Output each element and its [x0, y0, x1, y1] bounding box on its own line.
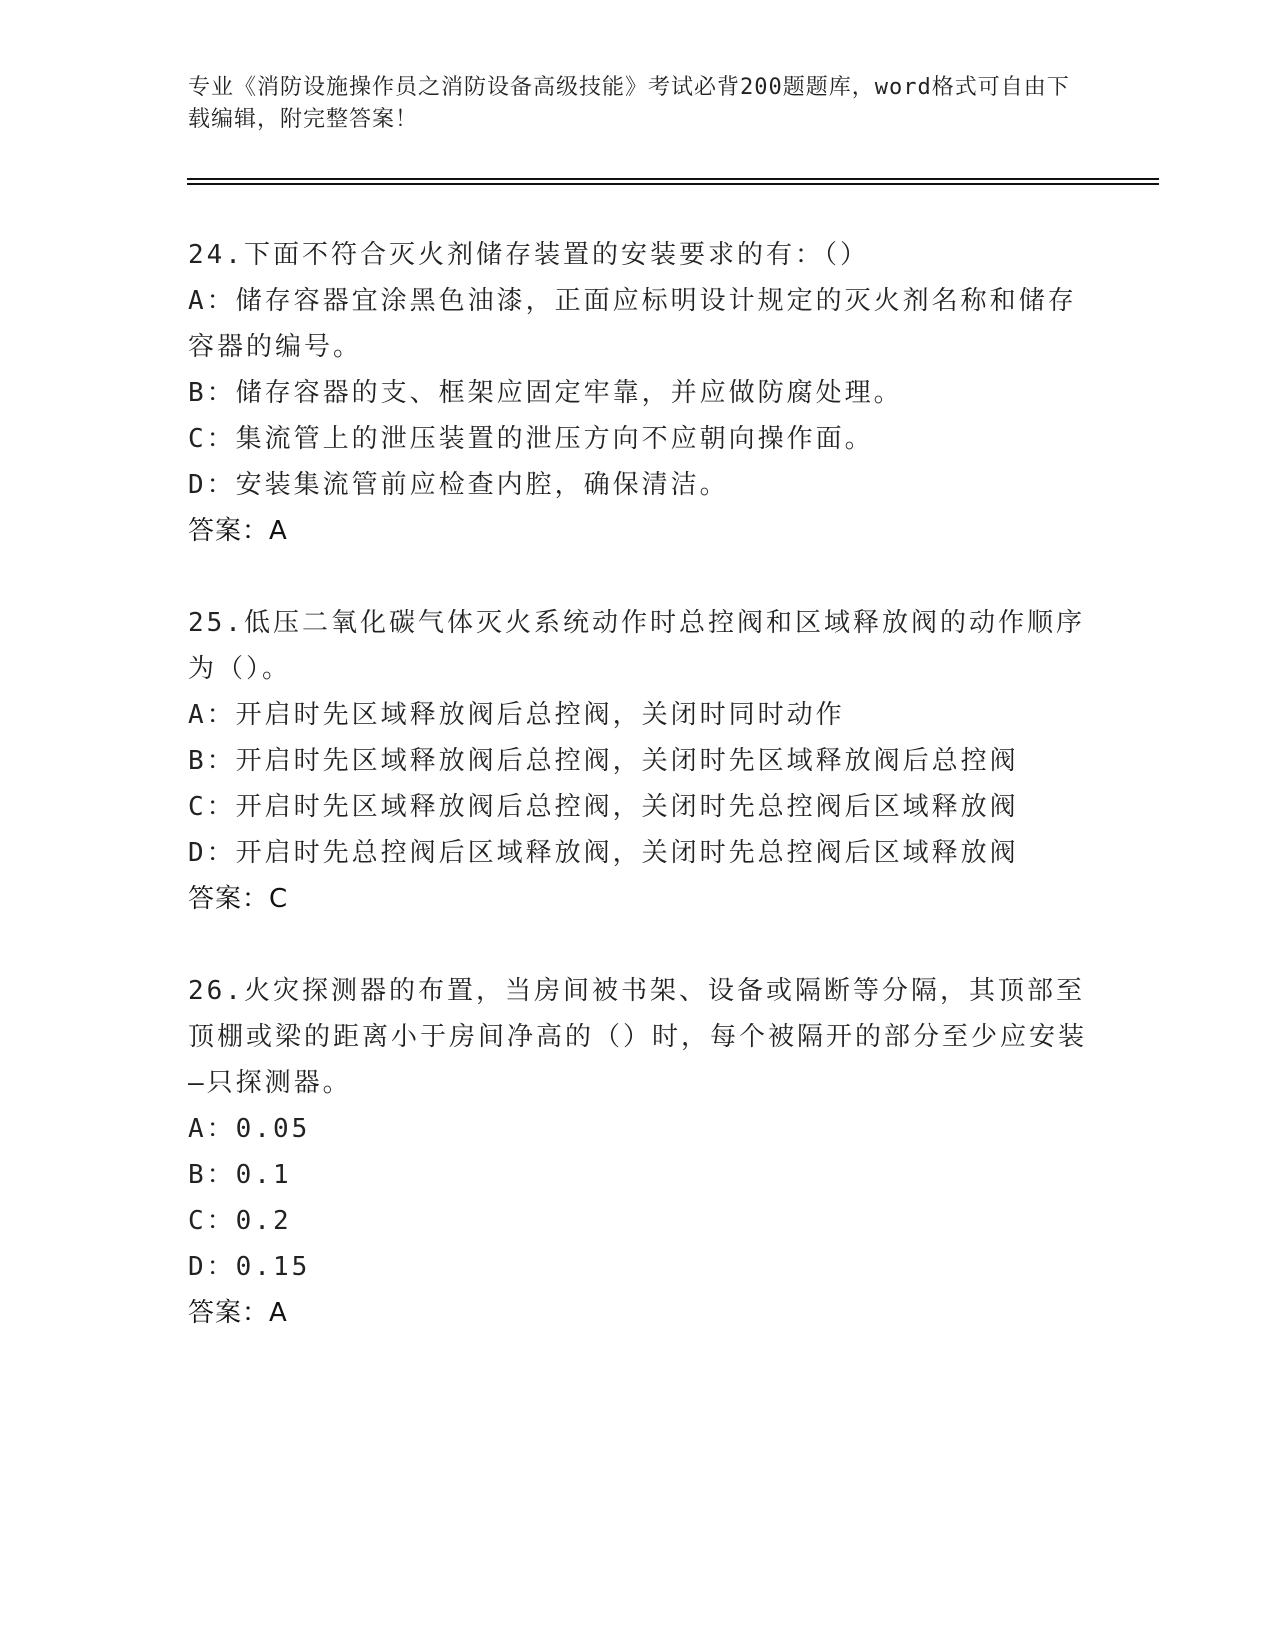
- answer-line: [188, 508, 1088, 554]
- option-d: D：开启时先总控阀后区域释放阀，关闭时先总控阀后区域释放阀: [188, 838, 1019, 868]
- option-b: B：0.1: [188, 1160, 292, 1190]
- answer-line: [188, 876, 1088, 922]
- question-26: [188, 968, 1088, 1336]
- option-c: C：0.2: [188, 1206, 292, 1236]
- option-b: B：储存容器的支、框架应固定牢靠，并应做防腐处理。: [188, 378, 903, 408]
- option-a: A：0.05: [188, 1114, 311, 1144]
- option-c: C：集流管上的泄压装置的泄压方向不应朝向操作面。: [188, 424, 874, 454]
- option-d: D：安装集流管前应检查内腔，确保清洁。: [188, 470, 729, 500]
- answer-label: 答案：: [188, 516, 270, 546]
- answer-label: 答案：: [188, 884, 270, 914]
- answer-label: 答案：: [188, 1298, 270, 1328]
- question-list: [188, 232, 1088, 1382]
- header-divider-bottom: [187, 183, 1159, 185]
- question-stem: 24.下面不符合灭火剂储存装置的安装要求的有：（）: [188, 240, 869, 270]
- answer-value: C: [269, 884, 289, 914]
- option-c: C：开启时先区域释放阀后总控阀，关闭时先总控阀后区域释放阀: [188, 792, 1019, 822]
- question-stem: 26.火灾探测器的布置，当房间被书架、设备或隔断等分隔，其顶部至顶棚或梁的距离小于房间净高的（）时，每个被隔开的部分至少应安装—只探测器。: [188, 976, 1088, 1098]
- option-a: A：储存容器宜涂黑色油漆，正面应标明设计规定的灭火剂名称和储存容器的编号。: [188, 286, 1077, 362]
- answer-value: A: [269, 1298, 288, 1328]
- option-d: D：0.15: [188, 1252, 311, 1282]
- question-stem: 25.低压二氧化碳气体灭火系统动作时总控阀和区域释放阀的动作顺序为（）。: [188, 608, 1085, 684]
- question-24: [188, 232, 1088, 554]
- option-b: B：开启时先区域释放阀后总控阀，关闭时先区域释放阀后总控阀: [188, 746, 1019, 776]
- header-divider-top: [187, 178, 1159, 180]
- page-header-title: 专业《消防设施操作员之消防设备高级技能》考试必背200题题库，word格式可自由下载编辑，附完整答案！: [188, 75, 1070, 132]
- answer-value: A: [269, 516, 288, 546]
- question-25: [188, 600, 1088, 922]
- answer-line: [188, 1290, 1088, 1336]
- option-a: A：开启时先区域释放阀后总控阀，关闭时同时动作: [188, 700, 845, 730]
